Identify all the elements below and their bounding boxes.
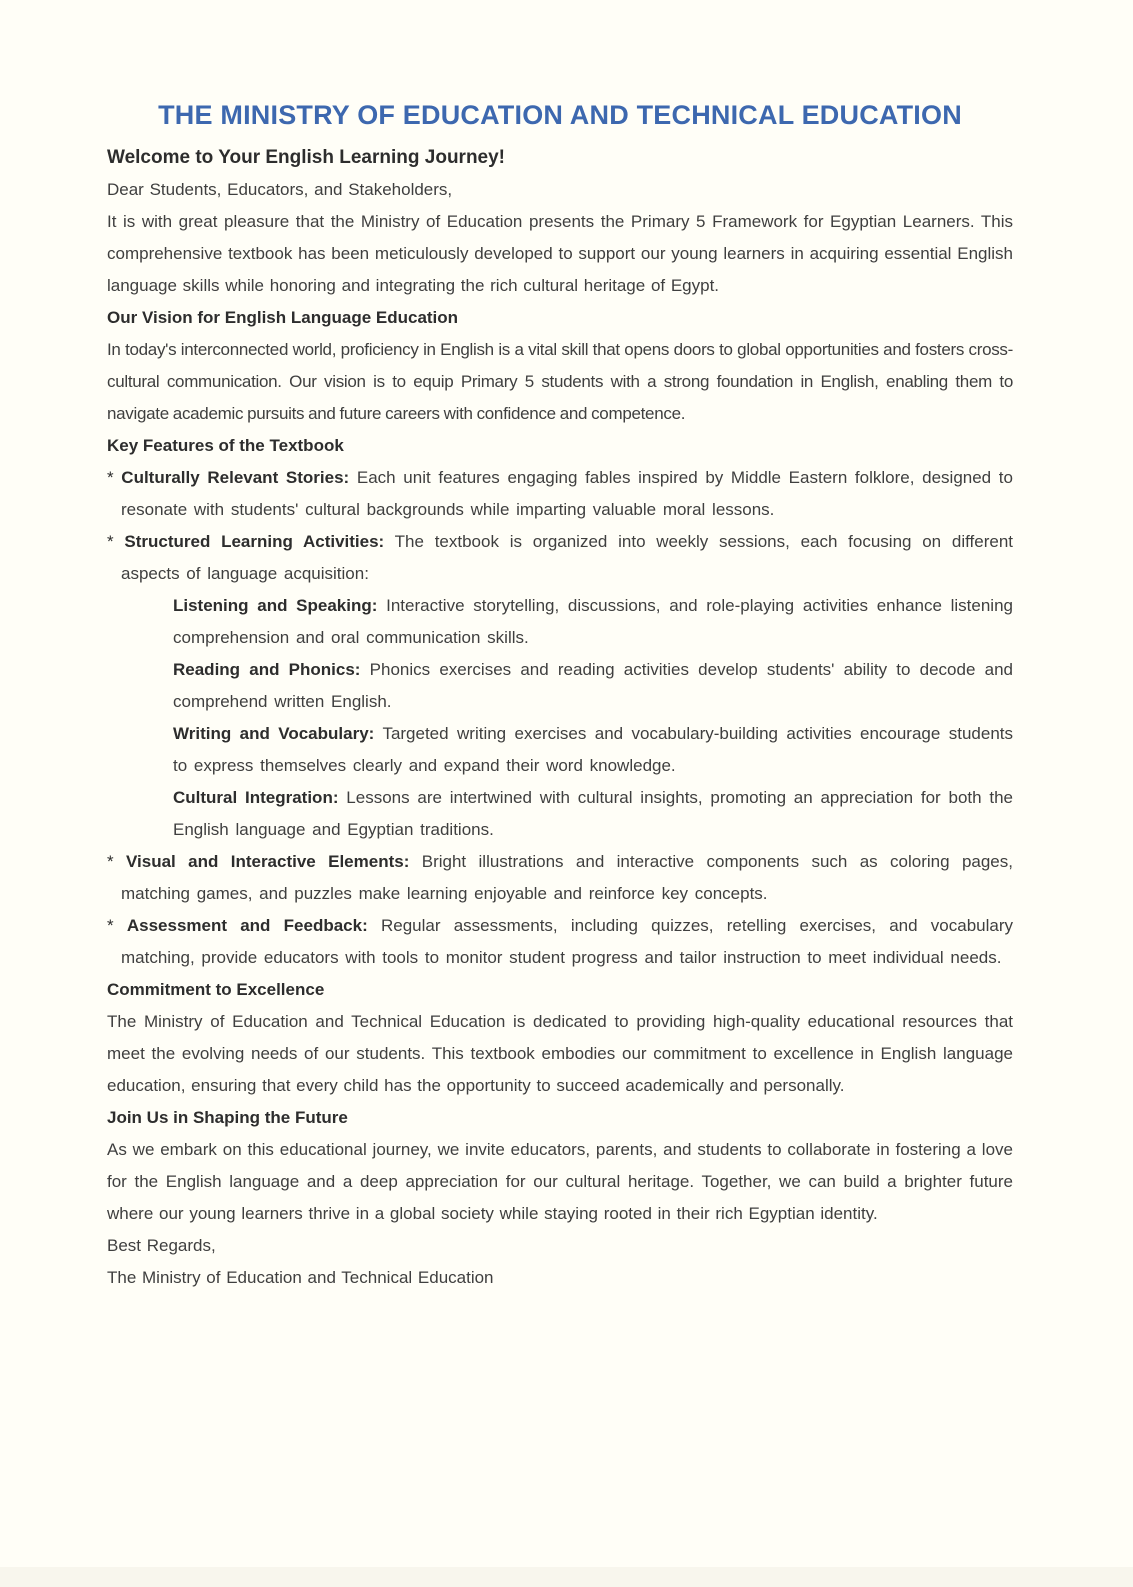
feature-item-culturally-relevant-stories [107, 462, 1013, 526]
welcome-heading: Welcome to Your English Learning Journey! [107, 147, 506, 168]
bullet-asterisk: * [107, 468, 114, 487]
features-heading: Key Features of the Textbook [107, 436, 344, 455]
signoff: Best Regards, [107, 1236, 216, 1255]
feature-subitem-reading-and-phonics [107, 654, 1013, 718]
feature-item-structured-learning-activities [107, 526, 1013, 590]
feature-subitem-listening-and-speaking [107, 590, 1013, 654]
join-us-heading: Join Us in Shaping the Future [107, 1108, 348, 1127]
feature-subitem-cultural-integration [107, 782, 1013, 846]
feature-item-label: Visual and Interactive Elements: [126, 852, 410, 871]
feature-item-text: Regular assessments, including quizzes, retelling exercises, and vocabulary matching, provide educators with tools to monitor student progress and tailor instruction to meet individual needs. [121, 916, 1014, 967]
subitem-label: Listening and Speaking: [173, 596, 378, 615]
bullet-asterisk: * [107, 852, 114, 871]
bullet-asterisk: * [107, 916, 114, 935]
vision-paragraph: In today's interconnected world, proficiency in English is a vital skill that opens doors to global opportunities and fosters cross-cultural communication. Our vision is to equip Primary 5 students with a strong foundation in English, enabling them to navigate academic pursuits and future careers with confidence and competence. [107, 340, 1013, 423]
subitem-text: Targeted writing exercises and vocabulary-building activities encourage students to express themselves clearly and expand their word knowledge. [173, 724, 1014, 775]
intro-paragraph: It is with great pleasure that the Ministry of Education presents the Primary 5 Framework for Egyptian Learners. This comprehensive textbook has been meticulously developed to support our young learners in acquiring essential English language skills while honoring and integrating the rich cultural heritage of Egypt. [107, 212, 1013, 295]
join-us-paragraph: As we embark on this educational journey, we invite educators, parents, and students to collaborate in fostering a love for the English language and a deep appreciation for our cultural heritage. Together, we can build a brighter future where our young learners thrive in a global society while staying rooted in their rich Egyptian identity. [107, 1140, 1013, 1223]
feature-item-label: Assessment and Feedback: [126, 916, 368, 935]
feature-item-text: Each unit features engaging fables inspired by Middle Eastern folklore, designed to resonate with students' cultural backgrounds while imparting valuable moral lessons. [121, 468, 1013, 519]
salutation: Dear Students, Educators, and Stakeholders, [107, 180, 453, 199]
feature-item-label: Culturally Relevant Stories: [121, 468, 350, 487]
bullet-asterisk: * [107, 532, 114, 551]
feature-item-label: Structured Learning Activities: [124, 532, 385, 551]
feature-item-assessment-and-feedback [107, 910, 1013, 974]
feature-subitem-writing-and-vocabulary [107, 718, 1013, 782]
subitem-label: Reading and Phonics: [173, 660, 361, 679]
subitem-label: Writing and Vocabulary: [173, 724, 375, 743]
vision-heading: Our Vision for English Language Education [107, 308, 459, 327]
commitment-heading: Commitment to Excellence [107, 980, 325, 999]
feature-item-text: Bright illustrations and interactive components such as coloring pages, matching games, and puzzles make learning enjoyable and reinforce key concepts. [121, 852, 1013, 903]
subitem-text: Lessons are intertwined with cultural insights, promoting an appreciation for both the English language and Egyptian traditions. [173, 788, 1013, 839]
signature: The Ministry of Education and Technical Education [107, 1268, 494, 1287]
page-title: THE MINISTRY OF EDUCATION AND TECHNICAL EDUCATION [158, 100, 962, 130]
commitment-paragraph: The Ministry of Education and Technical Education is dedicated to providing high-quality educational resources that meet the evolving needs of our students. This textbook embodies our commitment to excellence in English language education, ensuring that every child has the opportunity to succeed academically and personally. [107, 1012, 1013, 1095]
subitem-text: Phonics exercises and reading activities develop students' ability to decode and comprehend written English. [173, 660, 1013, 711]
feature-item-visual-and-interactive-elements [107, 846, 1013, 910]
page-bottom-band [0, 1567, 1133, 1587]
subitem-text: Interactive storytelling, discussions, and role-playing activities enhance listening comprehension and oral communication skills. [173, 596, 1013, 647]
feature-item-text: The textbook is organized into weekly sessions, each focusing on different aspects of language acquisition: [121, 532, 1013, 583]
subitem-label: Cultural Integration: [173, 788, 339, 807]
